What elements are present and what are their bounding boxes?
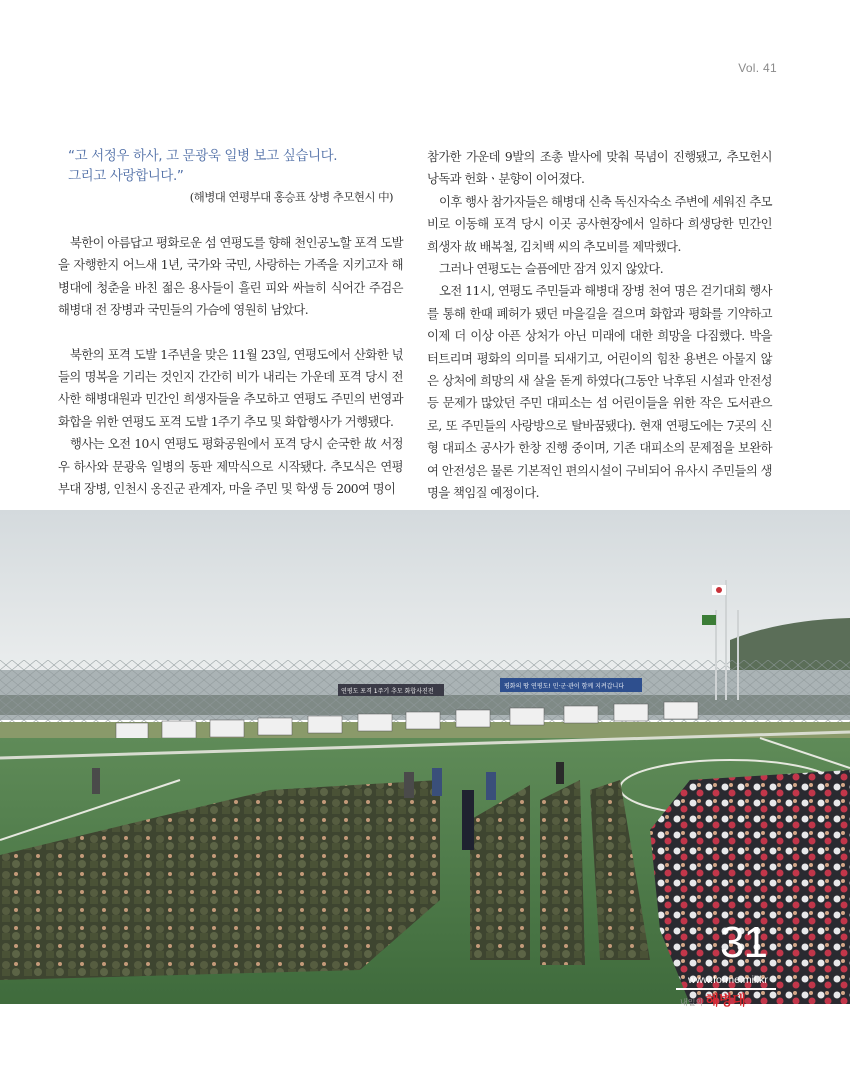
quote-line-1: “고 서정우 하사, 고 문광욱 일병 보고 싶습니다. [68,148,338,164]
brand-logo [680,990,746,1010]
quote-source: (해병대 연평부대 홍승표 상병 추모현시 中) [189,190,393,204]
left-paragraph-1: 북한이 아름답고 평화로운 섬 연평도를 향해 천인공노할 포격 도발을 자행한지 어느새 1년, 국가와 국민, 사랑하는 가족을 지키고자 해병대에 청춘을 바친 젊은 용사들이 흘린 피와 싸늘히 식어간 주검은 해병대 전 장병과 국민들의 가슴에 영원히 남았다. [58,236,403,318]
brand-prefix: 내일의 [680,998,704,1007]
page-number: 31 [720,918,767,967]
left-column [58,146,403,500]
website-link[interactable]: www.forme.mil.kr [688,974,768,986]
quote-line-2: 그리고 사랑합니다.” [68,168,184,184]
brand-name: 해병대 [705,993,746,1009]
right-column [427,146,772,505]
banner-right-text: 평화의 땅 연평도! 민·군·관이 함께 지켜갑니다 [504,683,625,690]
right-paragraph-2: 이후 행사 참가자들은 해병대 신축 독신자숙소 주변에 세워진 추모비로 이동해 포격 당시 이곳 공사현장에서 일하다 희생당한 민간인 희생자 故 배복철, 김치백 씨의 추모비를 제막했다. [427,194,772,254]
volume-label: Vol. 41 [738,61,777,75]
right-paragraph-3: 그러나 연평도는 슬픔에만 잠겨 있지 않았다. [439,262,664,277]
formation-center-2 [540,780,585,965]
left-paragraph-3: 행사는 오전 10시 연평도 평화공원에서 포격 당시 순국한 故 서정우 하사와 문광욱 일병의 동판 제막식으로 시작됐다. 추모식은 연평부대 장병, 인천시 옹진군 관계자, 마을 주민 및 학생 등 200여 명이 [58,437,403,497]
right-paragraph-4: 오전 11시, 연평도 주민들과 해병대 장병 천여 명은 걷기대회 행사를 통해 한때 폐허가 됐던 마을길을 걸으며 화합과 평화를 기약하고 이제 더 이상 아픈 상처가 아닌 미래에 대한 희망을 다짐했다. 박을 터트리며 평화의 의미를 되새기고, 어린이의 힘찬 용변은 아물지 않은 상처에 희망의 새 살을 돋게 하였다(그동안 낙후된 시설과 안전성 등 문제가 많았던 주민 대피소는 섬 어린이들을 위한 작은 도서관으로, 또 주민들의 사랑방으로 탈바꿈됐다). 현재 연평도에는 7곳의 신형 대피소 공사가 한창 진행 중이며, 기존 대피소의 문제점을 보완하여 안전성은 물론 기본적인 편의시설이 구비되어 유사시 주민들의 생명을 책임질 예정이다. [427,284,772,501]
banner-left-text: 연평도 포격 1주기 추모 화합사진전 [341,688,434,695]
right-paragraph-1: 참가한 가운데 9발의 조총 발사에 맞춰 묵념이 진행됐고, 추모헌시 낭독과 헌화ㆍ분향이 이어졌다. [427,150,772,187]
crowd-right [650,770,850,1004]
left-paragraph-2: 북한의 포격 도발 1주년을 맞은 11월 23일, 연평도에서 산화한 넋들의 명복을 기리는 것인지 간간히 비가 내리는 가운데 포격 당시 전사한 해병대원과 민간인 희생자들을 추모하고 연평도 주민의 번영과 화합을 위한 연평도 포격 도발 1주기 추모 및 화합행사가 거행됐다. [58,347,403,429]
